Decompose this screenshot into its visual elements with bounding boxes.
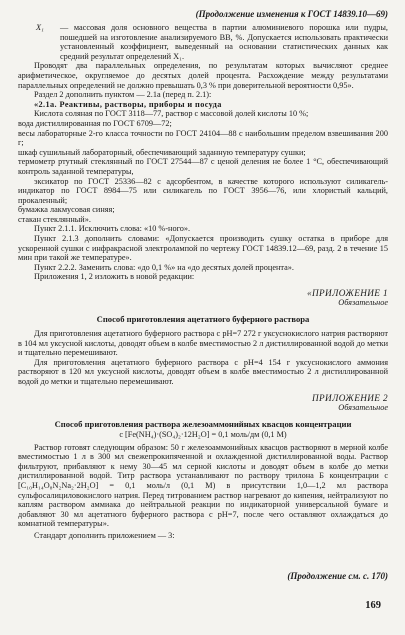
appendix-2-paragraph: Раствор готовят следующим образом: 50 г железоаммонийных квасцов растворяют в мерной колбе вместимостью 1 л в 300 мл свежепрокипяченной и охлажденной дистиллированной воды. Раствор фильтруют, прибавляют к нему 30—45 мл серной кислоты и доводят объем в колбе до метки дистиллированной водой. Титр раствора устанавливают по раствору трилона Б концентрации c [C₁₀H₁₄O₈N₂Na₂·2H₂O] = 0,1 моль/л (0,1 М) в присутствии 1,0—1,2 мл раствора сульфосалициловокислого натрия. Перед титрованием раствор нагревают до кипения, нейтрализуют по каплям раствором аммиака до нейтральной реакции по индикаторной универсальной бумаге и добавляют 30 мл ацетатного буферного раствора с pH=7, после чего оставляют охлаждаться до комнатной температуры». [18,442,388,529]
continuation-header: (Продолжение изменения к ГОСТ 14839.10—69) [195,9,388,19]
variable-description: — массовая доля основного вещества в партии алюминиевого порошка или пудры, пошедшей на изготовление анализируемого ВВ, %. Допускается использовать практически установленный коэффициент, выведенный на основании статистических данных как средний результат определений X₁. [60,23,388,61]
paragraph: Раздел 2 дополнить пунктом — 2.1а (перед п. 2.1): [34,90,212,100]
appendix-1-paragraph: Для приготовления ацетатного буферного раствора с pH=7 272 г уксуснокислого натрия растворяют в 104 мл уксусной кислоты, доводят объем в колбе вместимостью 2 л дистиллированной водой до метки и тщательно перемешивают. [18,329,388,358]
closing-line: Стандарт дополнить приложением — 3: [34,530,175,540]
paragraph: термометр ртутный стеклянный по ГОСТ 27544—87 с ценой деления не более 1 °С, обеспечивающий контроль заданной температуры, [18,157,388,176]
appendix-2-heading: Способ приготовления раствора железоаммонийных квасцов концентрации [54,418,352,429]
appendix-1-heading: Способ приготовления ацетатного буферного раствора [96,314,310,325]
paragraph: стакан стеклянный». [18,214,91,224]
paragraph: Пункт 2.2.2. Заменить слова: «до 0,1 %» на «до десятых долей процента». [34,262,294,272]
continuation-footer: (Продолжение см. с. 170) [287,571,388,581]
variable-symbol: X₁ [36,23,44,32]
paragraph: Кислота соляная по ГОСТ 3118—77, раствор с массовой долей кислоты 10 %; [34,109,309,119]
paragraph: Приложения 1, 2 изложить в новой редакции: [34,272,195,282]
paragraph: Пункт 2.1.1. Исключить слова: «10 %-ного». [34,224,191,234]
appendix-1-paragraph: Для приготовления ацетатного буферного раствора с pH=4 154 г уксуснокислого аммония растворяют в 120 мл уксусной кислоты, доводят объем в колбе вместимостью 2 л дистиллированной водой до метки и тщательно перемешивают. [18,357,388,386]
page-number: 169 [365,600,381,611]
paragraph: вода дистиллированная по ГОСТ 6709—72; [18,118,172,128]
appendix-2-formula: c [Fe(NH₄)·(SO₄)₂·12H₂O] = 0,1 моль/дм (0,1 М) [119,429,287,439]
paragraph: Проводят два параллельных определения, по результатам которых вычисляют среднее арифметическое, округляемое до десятых долей процента. Расхождение между результатами параллельных определений не должно превышать 0,3 % при доверительной вероятности 0,95». [18,61,388,90]
paragraph: эксикатор по ГОСТ 25336—82 с адсорбентом, в качестве которого используют силикагель-индикатор по ГОСТ 8984—75 или силикагель по ГОСТ 3956—76, или хлористый кальций, прокаленный; [18,176,388,205]
section-title: «2.1а. Реактивы, растворы, приборы и посуда [34,99,222,109]
appendix-2-title: ПРИЛОЖЕНИЕ 2 [312,392,388,403]
appendix-1-title: «ПРИЛОЖЕНИЕ 1 [307,288,388,299]
paragraph: Пункт 2.1.3 дополнить словами: «Допускается производить сушку остатка в приборе для ускоренной сушки с инфракрасной электролампой по чертежу ГОСТ 14839.12—69, разд. 2 в течение 15 мин при такой же температуре». [18,234,388,263]
paragraph: шкаф сушильный лабораторный, обеспечивающий заданную температуру сушки; [18,147,306,157]
appendix-1-status: Обязательное [338,298,388,308]
paragraph: бумажка лакмусовая синяя; [18,205,115,215]
appendix-2-status: Обязательное [338,402,388,412]
variable-definition [18,23,388,61]
paragraph: весы лабораторные 2-го класса точности по ГОСТ 24104—88 с наибольшим пределом взвешивания 200 г; [18,128,388,148]
